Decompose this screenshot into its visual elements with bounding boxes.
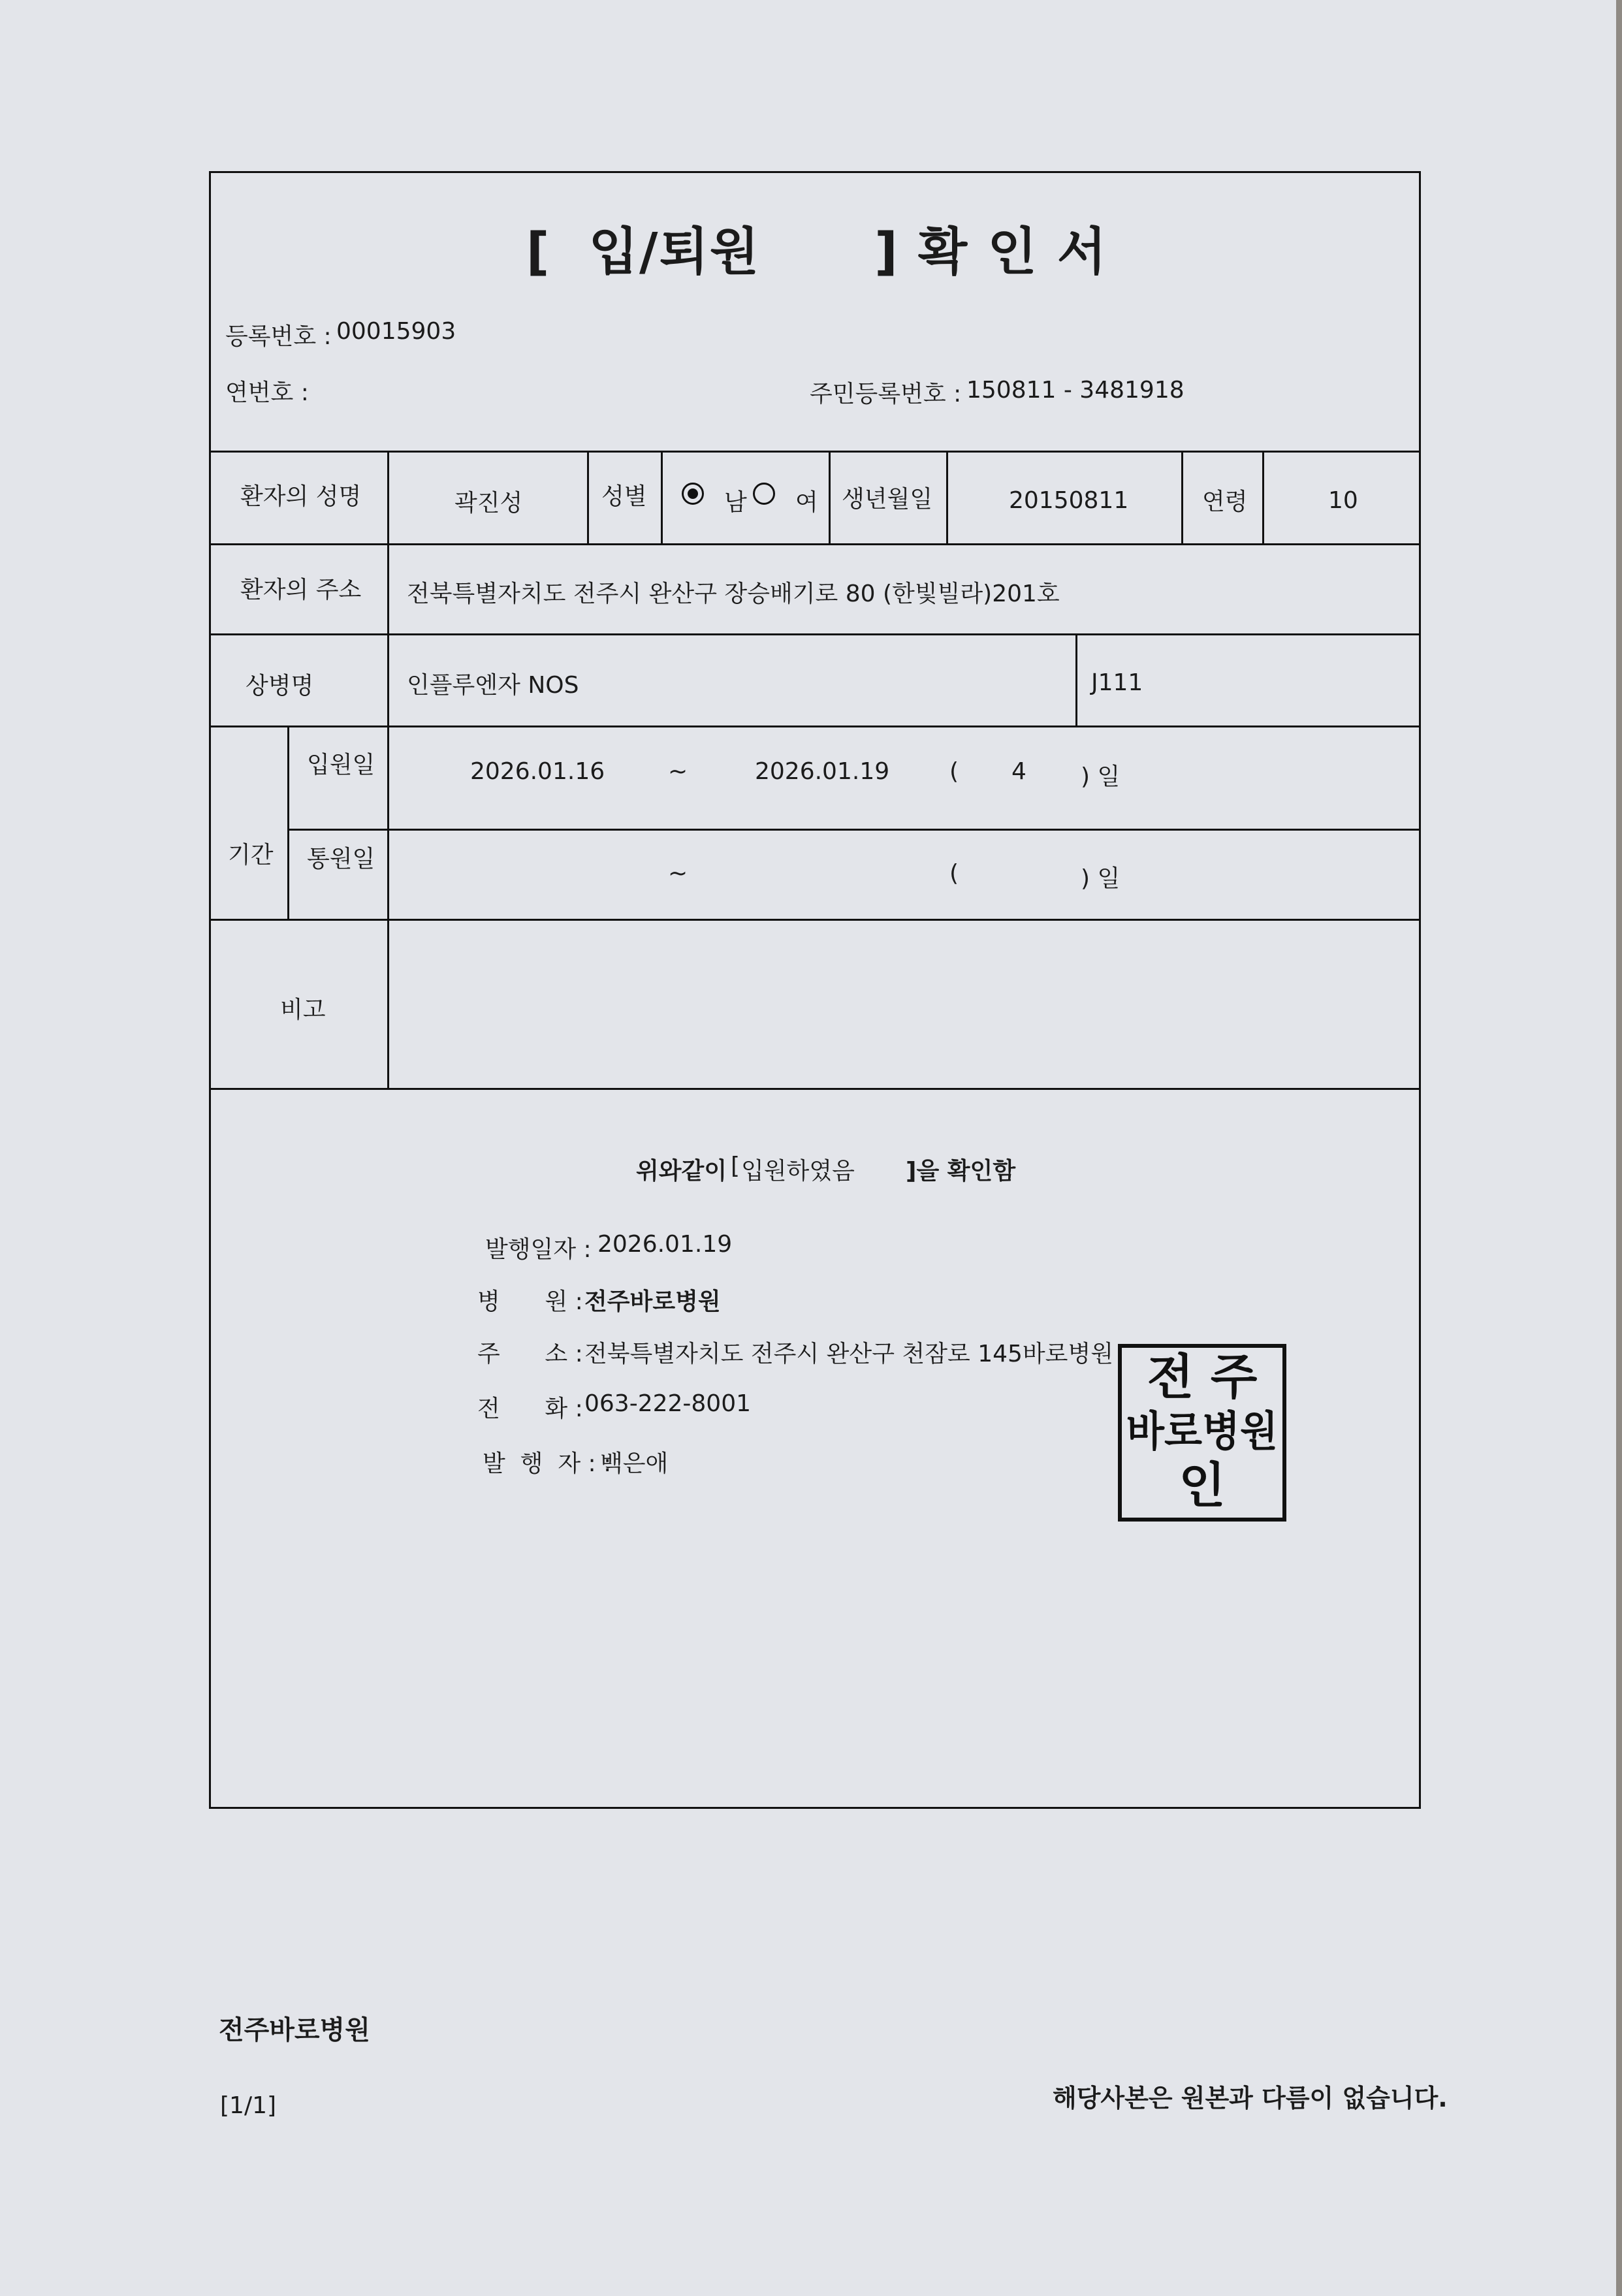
row-divider	[211, 919, 1421, 921]
column-divider	[946, 451, 948, 543]
confirmation-content: 입원하였음	[741, 1158, 855, 1185]
confirmation-suffix: ]을 확인함	[906, 1158, 1016, 1185]
column-divider	[1181, 451, 1183, 543]
column-divider	[661, 451, 663, 543]
footer-hospital-name: 전주바로병원	[219, 2015, 370, 2045]
column-divider	[287, 725, 289, 919]
age-label: 연령	[1202, 488, 1248, 515]
sex-male-radio[interactable]	[682, 483, 704, 505]
footer-page-number: [1/1]	[220, 2092, 277, 2119]
row-divider	[211, 633, 1421, 635]
hospital-address-label: 주 소 :	[477, 1341, 583, 1367]
seal-line-1: 전 주	[1147, 1349, 1258, 1405]
address-label: 환자의 주소	[240, 577, 362, 603]
patient-name-value: 곽진성	[454, 490, 523, 517]
hospital-label: 병 원 :	[477, 1288, 583, 1315]
column-divider	[387, 451, 389, 1088]
seal-line-2: 바로병원	[1126, 1408, 1278, 1456]
issue-date-label: 발행일자 :	[485, 1236, 592, 1263]
hospital-value: 전주바로병원	[584, 1288, 721, 1315]
remarks-label: 비고	[280, 997, 326, 1023]
birth-date-value: 20150811	[1009, 487, 1129, 514]
column-divider	[1075, 633, 1077, 725]
sex-female-label: 여	[795, 489, 818, 516]
inpatient-days-unit: ) 일	[1081, 763, 1121, 790]
inpatient-days: 4	[1011, 758, 1026, 785]
period-label: 기간	[228, 842, 274, 869]
row-divider	[287, 829, 1421, 831]
patient-name-label: 환자의 성명	[240, 483, 362, 510]
outpatient-label: 통원일	[307, 846, 375, 872]
phone-label: 전 화 :	[477, 1395, 583, 1422]
seal-line-3: 인	[1179, 1458, 1226, 1514]
diagnosis-value: 인플루엔자 NOS	[407, 672, 579, 699]
outpatient-paren-open: (	[949, 860, 959, 887]
sex-male-label: 남	[724, 489, 747, 516]
registration-value: 00015903	[336, 318, 456, 345]
issue-date-value: 2026.01.19	[597, 1231, 733, 1258]
diagnosis-label: 상병명	[246, 673, 314, 699]
column-divider	[587, 451, 589, 543]
row-divider	[211, 725, 1421, 727]
phone-value: 063-222-8001	[584, 1390, 752, 1417]
outpatient-days-unit: ) 일	[1081, 865, 1121, 892]
inpatient-label: 입원일	[307, 752, 375, 778]
hospital-seal-stamp	[1118, 1344, 1286, 1522]
inpatient-tilde: ~	[668, 758, 688, 785]
row-divider	[211, 451, 1421, 453]
sex-label: 성별	[601, 483, 647, 510]
inpatient-start: 2026.01.16	[470, 758, 605, 785]
age-value: 10	[1328, 487, 1358, 514]
outpatient-tilde: ~	[668, 860, 688, 887]
confirmation-bracket-open: [	[731, 1153, 740, 1179]
issuer-value: 백은애	[600, 1450, 669, 1477]
inpatient-paren-open: (	[949, 758, 959, 785]
certificate-frame	[209, 171, 1421, 1809]
registration-label: 등록번호 :	[225, 323, 332, 350]
sex-female-radio[interactable]	[753, 483, 775, 505]
row-divider	[211, 1088, 1421, 1090]
document-title: [ 입/퇴원 ] 확 인 서	[526, 223, 1108, 281]
hospital-address-value: 전북특별자치도 전주시 완산구 천잠로 145바로병원	[584, 1341, 1114, 1367]
seal-lettering	[1122, 1348, 1282, 1518]
confirmation-prefix: 위와같이	[636, 1158, 727, 1185]
row-divider	[211, 543, 1421, 545]
column-divider	[1262, 451, 1264, 543]
birth-date-label: 생년월일	[842, 486, 933, 513]
resident-number-value: 150811 - 3481918	[966, 377, 1185, 404]
footer-certification: 해당사본은 원본과 다름이 없습니다.	[1053, 2084, 1448, 2113]
column-divider	[829, 451, 831, 543]
inpatient-end: 2026.01.19	[755, 758, 890, 785]
resident-number-label: 주민등록번호 :	[810, 381, 962, 407]
issuer-label: 발 행 자 : :	[483, 1450, 612, 1477]
radio-selected-dot	[688, 488, 698, 499]
address-value: 전북특별자치도 전주시 완산구 장승배기로 80 (한빛빌라)201호	[407, 581, 1060, 607]
serial-label: 연번호 :	[225, 379, 309, 406]
diagnosis-code: J111	[1091, 669, 1143, 696]
